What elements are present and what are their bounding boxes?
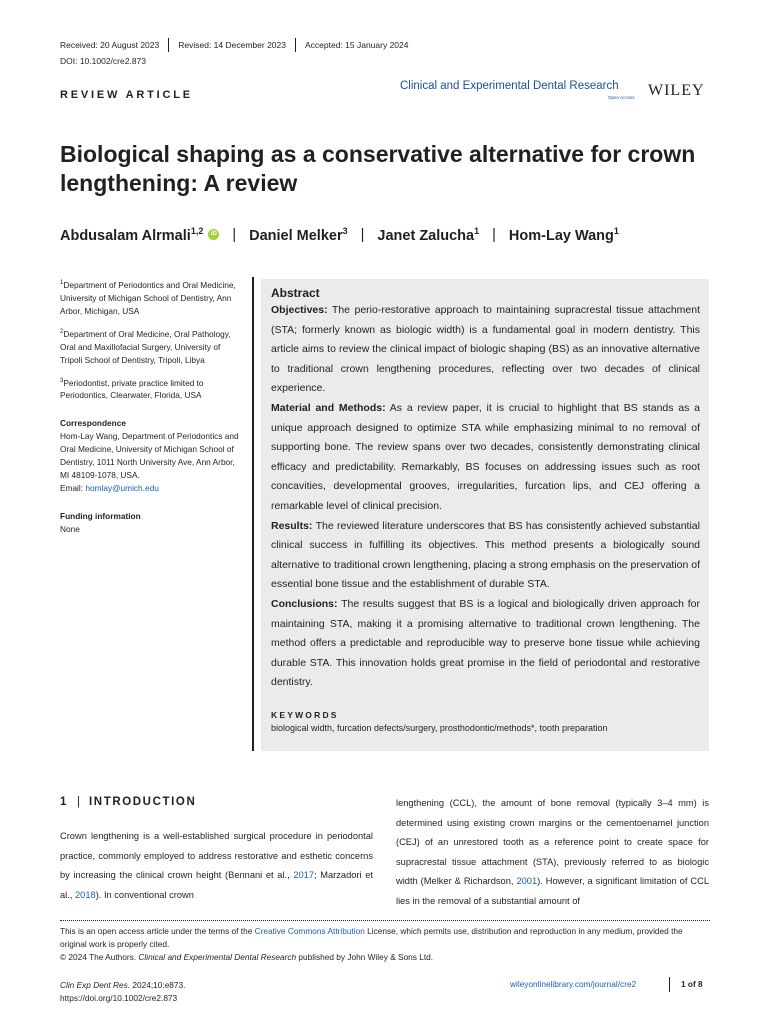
affiliation: $^2$Department of Oral Medicine, Oral Pathology, Oral and Maxillofacial Surgery, University of Tripoli School of Dentistry, Tripoli, Libya bbox=[60, 328, 231, 365]
journal-logo[interactable]: Clinical and Experimental Dental Research bbox=[400, 80, 619, 92]
divider bbox=[168, 38, 169, 52]
author-list bbox=[60, 226, 619, 244]
author[interactable]: Daniel Melker$^3$ bbox=[249, 226, 348, 244]
page-number: 1 of 8 bbox=[681, 979, 703, 989]
received-date: Received: 20 August 2023 bbox=[60, 40, 160, 50]
dotted-divider bbox=[60, 920, 710, 921]
author-separator: | bbox=[232, 226, 237, 243]
citation-link[interactable]: 2017 bbox=[293, 870, 315, 881]
correspondence-heading: Correspondence bbox=[60, 418, 126, 429]
section-heading: 1 | INTRODUCTION bbox=[60, 796, 197, 808]
article-dates bbox=[60, 38, 408, 52]
citation-link[interactable]: 2001 bbox=[516, 876, 538, 887]
orcid-icon[interactable]: iD bbox=[208, 229, 219, 240]
keywords-heading: KEYWORDS bbox=[271, 709, 339, 720]
footer-divider bbox=[669, 977, 670, 992]
author[interactable]: Janet Zalucha$^1$ bbox=[377, 226, 480, 244]
body-column-1: Crown lengthening is a well-established surgical procedure in periodontal practice, commonly employed to address restorative and esthetic concerns by increasing the clinical crown height (Bennani et al., 2017; Marzadori et al., 2018). In conventional crown bbox=[60, 831, 373, 900]
author[interactable]: Abdusalam Alrmali$^{1,2}$ bbox=[60, 226, 204, 244]
body-column-2: lengthening (CCL), the amount of bone removal (typically 3–4 mm) is determined using existing crown margins or the cementoenamel junction (CEJ) of an unrestored tooth as a reference point to create space for supracrestal tissue attachment (STA), previously referred to as biologic width (Melker & Richardson, 2001). However, a significant limitation of CCL lies in the removal of a substantial amount of bbox=[396, 798, 709, 906]
abstract-objectives: Objectives: The perio-restorative approach to maintaining supracrestal tissue attachment (STA; formerly known as biologic width) is a fundamental goal in modern dentistry. This article aims to review the clinical impact of biologic shaping (BS) as an innovative alternative to traditional crown lengthening procedures, reflecting over two decades of clinical experience. bbox=[271, 304, 701, 395]
column-divider bbox=[252, 277, 254, 751]
license-link[interactable]: Creative Commons Attribution bbox=[254, 926, 365, 936]
affiliation: $^1$Department of Periodontics and Oral Medicine, University of Michigan School of Dentistry, Ann Arbor, Michigan, USA bbox=[60, 279, 236, 316]
citation-link[interactable]: 2018 bbox=[75, 889, 96, 900]
author[interactable]: Hom-Lay Wang$^1$ bbox=[508, 226, 619, 244]
author-separator: | bbox=[492, 226, 496, 243]
keywords: biological width, furcation defects/surgery, prosthodontic/methods*, tooth preparation bbox=[271, 722, 608, 733]
abstract-results: Results: The reviewed literature underscores that BS has consistently achieved substantial clinical success in fulfilling its objectives. This method presents a biologically sound alternative to traditional crown lengthening, placing a strong emphasis on the preservation of essential bone tissue and the establishment of durable STA. bbox=[271, 519, 701, 591]
correspondence-text: Hom-Lay Wang, Department of Periodontics and Oral Medicine, University of Michigan School of Dentistry, 1011 North University Ave, Ann Arbor, MI 48109-1078, USA. Email: homlay@umich.edu bbox=[60, 431, 239, 494]
divider bbox=[295, 38, 296, 52]
abstract-conclusions: Conclusions: The results suggest that BS is a logical and biologically driven approach for maintaining STA, making it a promising alternative to traditional crown lengthening. The method offers a predictable and reproducible way to preserve bone tissue while achieving durable STA. This innovation holds great promise in the field of periodontal and restorative dentistry. bbox=[271, 597, 700, 689]
article-title: Biological shaping as a conservative alternative for crown lengthening: A review bbox=[60, 141, 696, 196]
citation-footer: Clin Exp Dent Res. 2024;10:e873. https://doi.org/10.1002/cre2.873 bbox=[60, 980, 186, 1003]
funding-text: None bbox=[60, 524, 80, 535]
abstract-box bbox=[261, 279, 709, 751]
doi-url[interactable]: https://doi.org/10.1002/cre2.873 bbox=[60, 993, 178, 1003]
article-type: REVIEW ARTICLE bbox=[60, 89, 193, 101]
license-notice: This is an open access article under the terms of the Creative Commons Attribution License, which permits use, distribution and reproduction in any medium, provided the original work is properly cited. © 2024 The Authors. Clinical and Experimental Dental Research published by John Wiley & Sons Ltd. bbox=[60, 926, 683, 962]
open-access-badge: Open Access bbox=[608, 95, 635, 100]
affiliations-column bbox=[60, 277, 240, 544]
abstract-heading: Abstract bbox=[271, 286, 320, 300]
journal-url-link[interactable]: wileyonlinelibrary.com/journal/cre2 bbox=[510, 979, 637, 989]
revised-date: Revised: 14 December 2023 bbox=[178, 40, 286, 50]
doi: DOI: 10.1002/cre2.873 bbox=[60, 56, 147, 66]
affiliation: $^3$Periodontist, private practice limited to Periodontics, Clearwater, Florida, USA bbox=[60, 377, 204, 401]
funding-heading: Funding information bbox=[60, 511, 141, 522]
accepted-date: Accepted: 15 January 2024 bbox=[304, 40, 409, 50]
publisher-logo[interactable]: WILEY bbox=[648, 82, 705, 99]
abstract-methods: Material and Methods: As a review paper, it is crucial to highlight that BS stands as a unique approach designed to optimize STA while emphasizing minimal to no removal of supporting bone. The review spans over two decades, consistently demonstrating clinical efficacy and predictability. Remarkably, BS focuses on addressing issues such as root concavities, developmental grooves, irregularities, furcation lips, and CEJ offering a remarkable level of clinical precision. bbox=[271, 401, 700, 512]
author-separator: | bbox=[360, 226, 365, 243]
email-link[interactable]: homlay@umich.edu bbox=[85, 483, 159, 494]
